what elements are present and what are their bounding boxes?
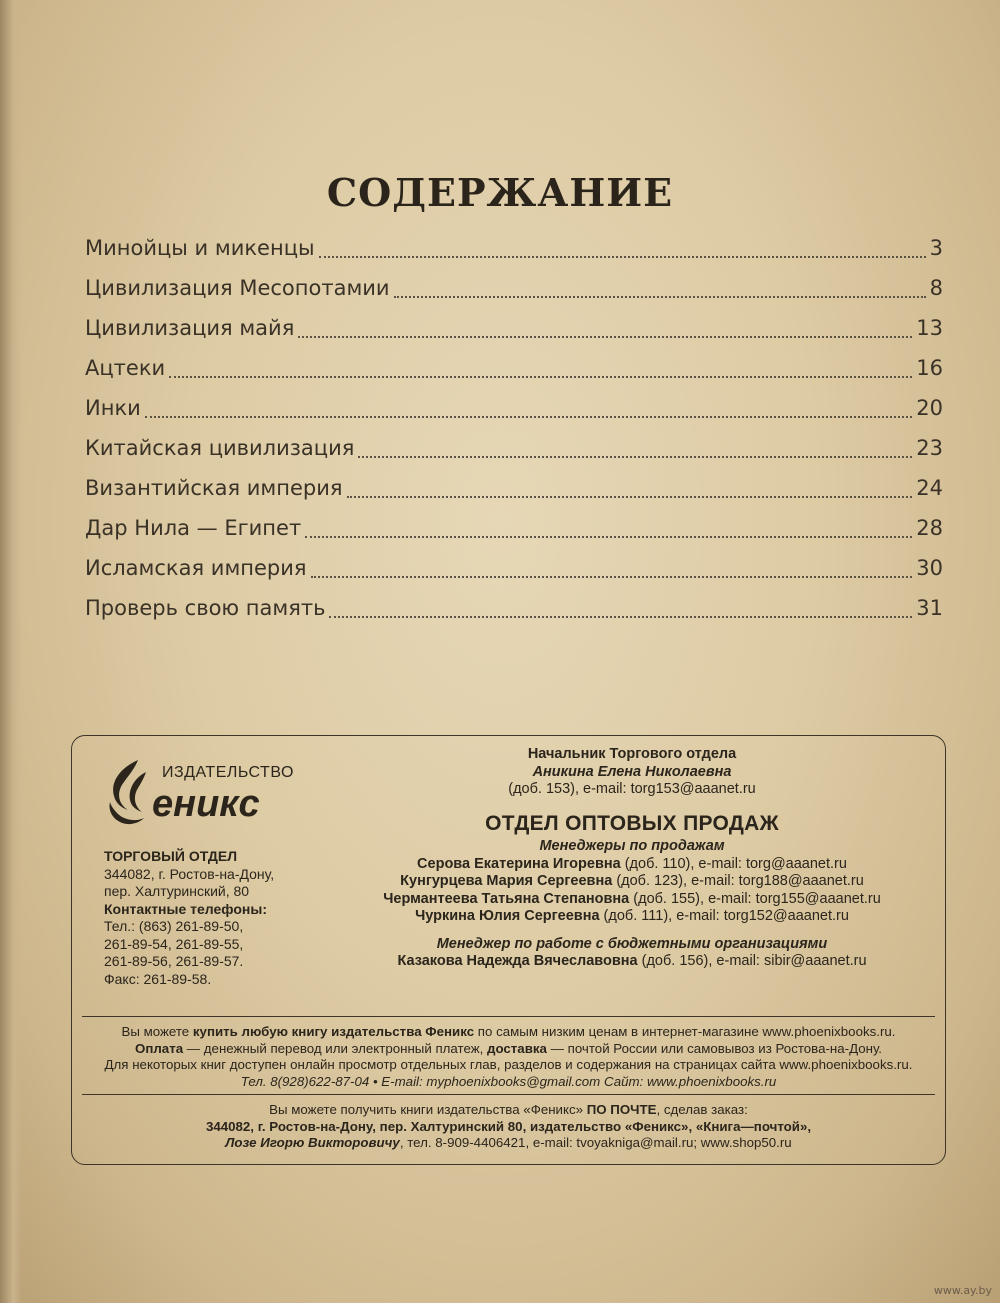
- toc-page: 23: [916, 436, 943, 460]
- mail-order-info: [82, 1102, 935, 1152]
- toc-row[interactable]: [85, 428, 943, 468]
- text-fragment: купить любую книгу издательства Феникс: [192, 1024, 475, 1039]
- phone-line: 261-89-56, 261-89-57.: [104, 953, 244, 969]
- text-fragment: Оплата: [134, 1040, 184, 1056]
- toc-label: Китайская цивилизация: [85, 436, 355, 460]
- head-name: Аникина Елена Николаевна: [532, 763, 732, 780]
- sales-department-info: [342, 746, 922, 971]
- toc-page: 13: [916, 316, 943, 340]
- toc-label: Ацтеки: [85, 356, 166, 380]
- watermark: www.ay.by: [933, 1284, 992, 1297]
- toc-row[interactable]: [85, 548, 943, 588]
- wholesale-dept-title: ОТДЕЛ ОПТОВЫХ ПРОДАЖ: [485, 811, 779, 835]
- manager-name: Чуркина Юлия Сергеевна: [415, 908, 600, 924]
- publisher-logo: [100, 758, 300, 828]
- toc-row[interactable]: [85, 228, 943, 268]
- toc-row[interactable]: [85, 468, 943, 508]
- toc-leader: [305, 536, 912, 538]
- text-fragment: доставка: [487, 1040, 547, 1056]
- publisher-imprint-box: [71, 735, 946, 1165]
- manager-contact: (доб. 111), e-mail: torg152@aaanet.ru: [599, 908, 849, 924]
- text-fragment: ПО ПОЧТЕ: [586, 1102, 657, 1117]
- toc-leader: [394, 296, 926, 298]
- address-line: 344082, г. Ростов-на-Дону,: [104, 865, 275, 882]
- toc-page: 24: [916, 476, 943, 500]
- manager-name: Серова Екатерина Игоревна: [417, 855, 621, 872]
- toc-row[interactable]: [85, 388, 943, 428]
- head-title: Начальник Торгового отдела: [527, 746, 737, 762]
- toc-leader: [298, 336, 912, 338]
- toc-label: Минойцы и микенцы: [85, 236, 315, 260]
- toc-label: Проверь свою память: [85, 596, 326, 620]
- text-fragment: , тел. 8-909-4406421, e-mail: tvoyakniga@mail.ru; www.shop50.ru: [399, 1135, 792, 1150]
- manager-contact: (доб. 110), e-mail: torg@aaanet.ru: [620, 855, 847, 872]
- toc-row[interactable]: [85, 268, 943, 308]
- divider: [82, 1094, 935, 1095]
- toc-leader: [319, 256, 926, 258]
- trade-department-info: [104, 848, 324, 988]
- address-line: пер. Халтуринский, 80: [104, 883, 250, 899]
- toc-row[interactable]: [85, 508, 943, 548]
- toc-label: Цивилизация Месопотамии: [85, 276, 390, 300]
- toc-page: 16: [916, 356, 943, 380]
- manager-line: [342, 873, 922, 891]
- toc-label: Исламская империя: [85, 556, 307, 580]
- manager-line: [342, 908, 922, 926]
- online-preview-line: Для некоторых книг доступен онлайн просмотр отдельных глав, разделов и содержания на страницах сайта www.phoenixbooks.ru.: [104, 1057, 913, 1072]
- toc-row[interactable]: [85, 348, 943, 388]
- toc-page: 30: [916, 556, 943, 580]
- toc-page: 28: [916, 516, 943, 540]
- text-fragment: Лозе Игорю Викторовичу: [225, 1135, 400, 1150]
- toc-page: 8: [929, 276, 943, 300]
- text-fragment: по самым низким ценам в интернет-магазине www.phoenixbooks.ru.: [474, 1024, 896, 1039]
- toc-leader: [329, 616, 912, 618]
- budget-manager-name: Казакова Надежда Вячеславовна: [397, 953, 638, 969]
- text-fragment: Вы можете: [121, 1024, 193, 1039]
- toc-label: Инки: [85, 396, 141, 420]
- fax-line: Факс: 261-89-58.: [104, 970, 212, 987]
- text-fragment: , сделав заказ:: [656, 1102, 748, 1117]
- toc-row[interactable]: [85, 588, 943, 628]
- manager-contact: (доб. 123), e-mail: torg188@aaanet.ru: [612, 873, 864, 889]
- toc-label: Дар Нила — Египет: [85, 516, 302, 540]
- online-contact-line: Тел. 8(928)622-87-04 • E-mail: myphoenixbooks@gmail.com Сайт: www.phoenixbooks.ru: [240, 1073, 777, 1089]
- text-fragment: — денежный перевод или электронный платеж,: [183, 1040, 488, 1056]
- budget-manager-contact: (доб. 156), e-mail: sibir@aaanet.ru: [637, 953, 867, 969]
- manager-contact: (доб. 155), e-mail: torg155@aaanet.ru: [629, 890, 881, 907]
- toc-row[interactable]: [85, 308, 943, 348]
- managers-title: Менеджеры по продажам: [539, 838, 725, 854]
- budget-manager-line: [342, 953, 922, 971]
- budget-manager-title: Менеджер по работе с бюджетными организациями: [436, 935, 828, 952]
- manager-name: Чермантеева Татьяна Степановна: [383, 890, 630, 907]
- text-fragment: Вы можете получить книги издательства «Феникс»: [269, 1102, 587, 1117]
- logo-brand-text: еникс: [152, 783, 260, 825]
- trade-dept-title: ТОРГОВЫЙ ОТДЕЛ: [104, 848, 238, 864]
- toc-page: 20: [916, 396, 943, 420]
- manager-line: [342, 891, 922, 909]
- mail-address-line: 344082, г. Ростов-на-Дону, пер. Халтуринский 80, издательство «Феникс», «Книга—почтой»,: [205, 1118, 812, 1134]
- manager-line: [342, 856, 922, 874]
- manager-name: Кунгурцева Мария Сергеевна: [400, 873, 613, 889]
- online-store-info: [82, 1024, 935, 1090]
- contacts-label: Контактные телефоны:: [104, 900, 267, 917]
- text-fragment: — почтой России или самовывоз из Ростова-на-Дону.: [546, 1040, 882, 1056]
- toc-label: Цивилизация майя: [85, 316, 295, 340]
- phoenix-flame-icon: [100, 758, 156, 828]
- toc-title: СОДЕРЖАНИЕ: [326, 170, 674, 215]
- toc-leader: [145, 416, 912, 418]
- toc-leader: [347, 496, 913, 498]
- toc-leader: [311, 576, 913, 578]
- toc-leader: [169, 376, 912, 378]
- toc-page: 3: [929, 236, 943, 260]
- toc-page: 31: [916, 596, 943, 620]
- phone-line: Тел.: (863) 261-89-50,: [104, 918, 244, 934]
- phone-line: 261-89-54, 261-89-55,: [104, 935, 244, 952]
- logo-small-text: ИЗДАТЕЛЬСТВО: [162, 764, 294, 781]
- divider: [82, 1016, 935, 1017]
- toc-leader: [358, 456, 912, 458]
- head-contact: (доб. 153), e-mail: torg153@aaanet.ru: [508, 781, 756, 797]
- table-of-contents: [85, 228, 943, 628]
- toc-label: Византийская империя: [85, 476, 343, 500]
